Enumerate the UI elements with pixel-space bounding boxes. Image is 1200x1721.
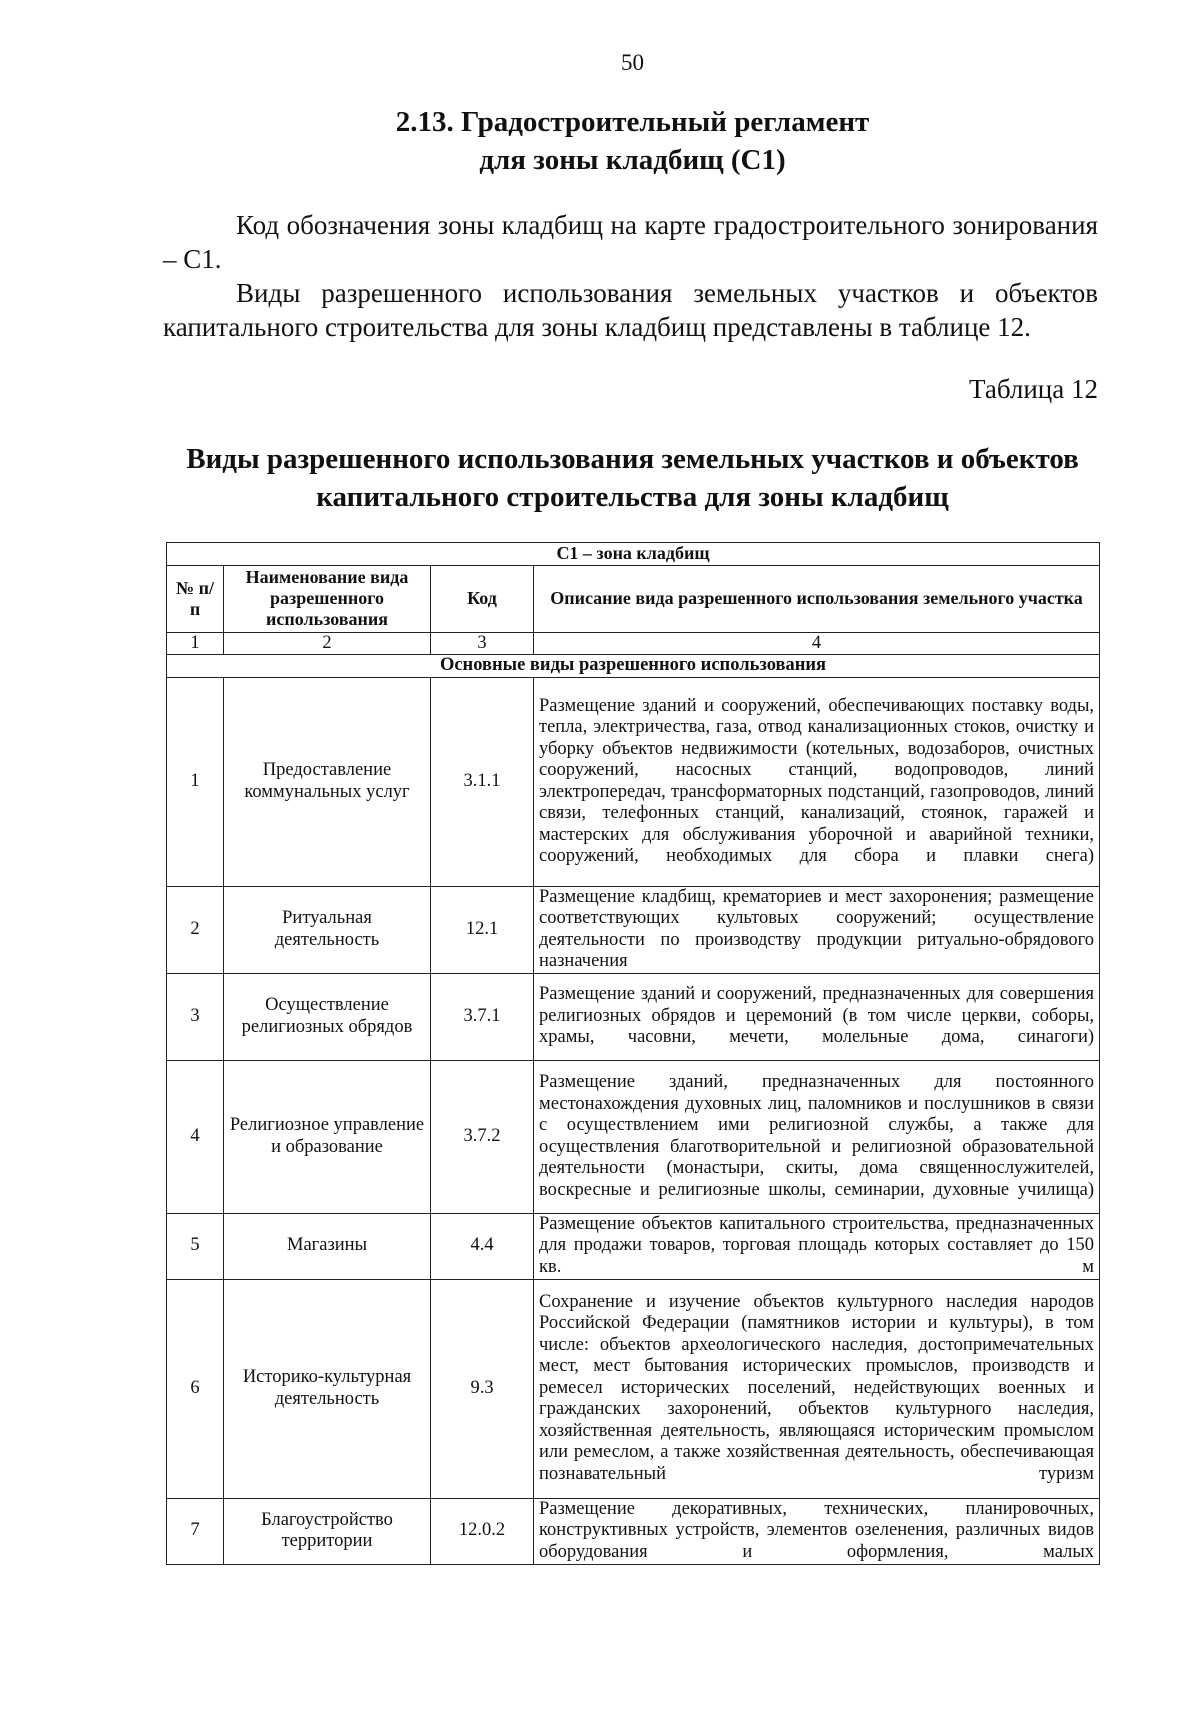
table-title <box>150 440 1115 516</box>
table-row <box>167 1213 1100 1279</box>
row-num: 7 <box>167 1498 224 1564</box>
row-name: Осуществление религиозных обрядов <box>224 973 431 1060</box>
paragraph-uses-intro-text: Виды разрешенного использования земельных участков и объектов капитального строительства для зоны кладбищ представлены в таблице 12. <box>163 278 1098 342</box>
section-heading-line2: для зоны кладбищ (С1) <box>479 144 786 176</box>
section-heading <box>0 103 1200 179</box>
row-num: 1 <box>167 677 224 886</box>
row-desc: Размещение кладбищ, крематориев и мест захоронения; размещение соответствующих культовых сооружений; осуществление деятельности по производству продукции ритуально-обрядового назначения <box>534 886 1100 973</box>
row-name: Историко-культурная деятельность <box>224 1279 431 1498</box>
column-number-row <box>167 632 1100 655</box>
paragraph-zone-code-text: Код обозначения зоны кладбищ на карте градостроительного зонирования – С1. <box>163 210 1098 274</box>
row-code: 12.1 <box>431 886 534 973</box>
row-code: 4.4 <box>431 1213 534 1279</box>
table-title-line2: капитального строительства для зоны кладбищ <box>316 481 949 513</box>
table-row <box>167 886 1100 973</box>
zone-header-row <box>167 543 1100 566</box>
col-number: 1 <box>167 632 224 655</box>
row-num: 5 <box>167 1213 224 1279</box>
row-desc: Размещение зданий и сооружений, предназначенных для совершения религиозных обрядов и церемоний (в том числе церкви, соборы, храмы, часовни, мечети, молельные дома, синагоги) <box>534 973 1100 1060</box>
row-name: Предоставление коммунальных услуг <box>224 677 431 886</box>
paragraph-zone-code <box>163 208 1098 276</box>
col-number: 4 <box>534 632 1100 655</box>
row-desc: Сохранение и изучение объектов культурного наследия народов Российской Федерации (памятников истории и культуры), в том числе: объектов археологического наследия, достопримечательных мест, мест бытования исторических промыслов, производств и ремесел исторических поселений, недействующих военных и гражданских захоронений, объектов культурного наследия, хозяйственная деятельность, являющаяся историческим промыслом или ремеслом, а также хозяйственная деятельность, обеспечивающая познавательный туризм <box>534 1279 1100 1498</box>
zone-header: С1 – зона кладбищ <box>167 543 1100 566</box>
col-header-name: Наименование вида разрешенного использования <box>224 565 431 632</box>
row-code: 3.7.2 <box>431 1060 534 1213</box>
table-label: Таблица 12 <box>969 374 1098 404</box>
col-header-desc: Описание вида разрешенного использования земельного участка <box>534 565 1100 632</box>
row-code: 3.1.1 <box>431 677 534 886</box>
col-number: 2 <box>224 632 431 655</box>
row-code: 3.7.1 <box>431 973 534 1060</box>
row-desc: Размещение объектов капитального строительства, предназначенных для продажи товаров, торговая площадь которых составляет до 150 кв. м <box>534 1213 1100 1279</box>
row-name: Магазины <box>224 1213 431 1279</box>
table-title-line1: Виды разрешенного использования земельных участков и объектов <box>186 443 1079 475</box>
col-header-num: № п/п <box>167 565 224 632</box>
row-code: 12.0.2 <box>431 1498 534 1564</box>
column-header-row <box>167 565 1100 632</box>
table-row <box>167 1498 1100 1564</box>
category-row <box>167 655 1100 678</box>
row-num: 3 <box>167 973 224 1060</box>
table-row <box>167 1060 1100 1213</box>
paragraph-uses-intro <box>163 276 1098 344</box>
regulation-table <box>166 542 1100 1565</box>
row-name: Религиозное управление и образование <box>224 1060 431 1213</box>
table-row <box>167 1279 1100 1498</box>
row-num: 4 <box>167 1060 224 1213</box>
col-number: 3 <box>431 632 534 655</box>
section-heading-line1: 2.13. Градостроительный регламент <box>395 106 870 138</box>
table-row <box>167 677 1100 886</box>
row-num: 6 <box>167 1279 224 1498</box>
row-num: 2 <box>167 886 224 973</box>
row-desc: Размещение декоративных, технических, планировочных, конструктивных устройств, элементов озеленения, различных видов оборудования и оформления, малых <box>534 1498 1100 1564</box>
row-code: 9.3 <box>431 1279 534 1498</box>
category-label: Основные виды разрешенного использования <box>167 655 1100 678</box>
row-desc: Размещение зданий и сооружений, обеспечивающих поставку воды, тепла, электричества, газа, отвод канализационных стоков, очистку и уборку объектов недвижимости (котельных, водозаборов, очистных сооружений, насосных станций, водопроводов, линий электропередач, трансформаторных подстанций, газопроводов, линий связи, телефонных станций, канализаций, стоянок, гаражей и мастерских для обслуживания уборочной и аварийной техники, сооружений, необходимых для сбора и плавки снега) <box>534 677 1100 886</box>
page-number: 50 <box>621 50 644 75</box>
row-desc: Размещение зданий, предназначенных для постоянного местонахождения духовных лиц, паломников и послушников в связи с осуществлением ими религиозной службы, а также для осуществления благотворительной и религиозной образовательной деятельности (монастыри, скиты, дома священнослужителей, воскресные и религиозные школы, семинарии, духовные училища) <box>534 1060 1100 1213</box>
row-name: Благоустройство территории <box>224 1498 431 1564</box>
col-header-code: Код <box>431 565 534 632</box>
table-row <box>167 973 1100 1060</box>
row-name: Ритуальная деятельность <box>224 886 431 973</box>
